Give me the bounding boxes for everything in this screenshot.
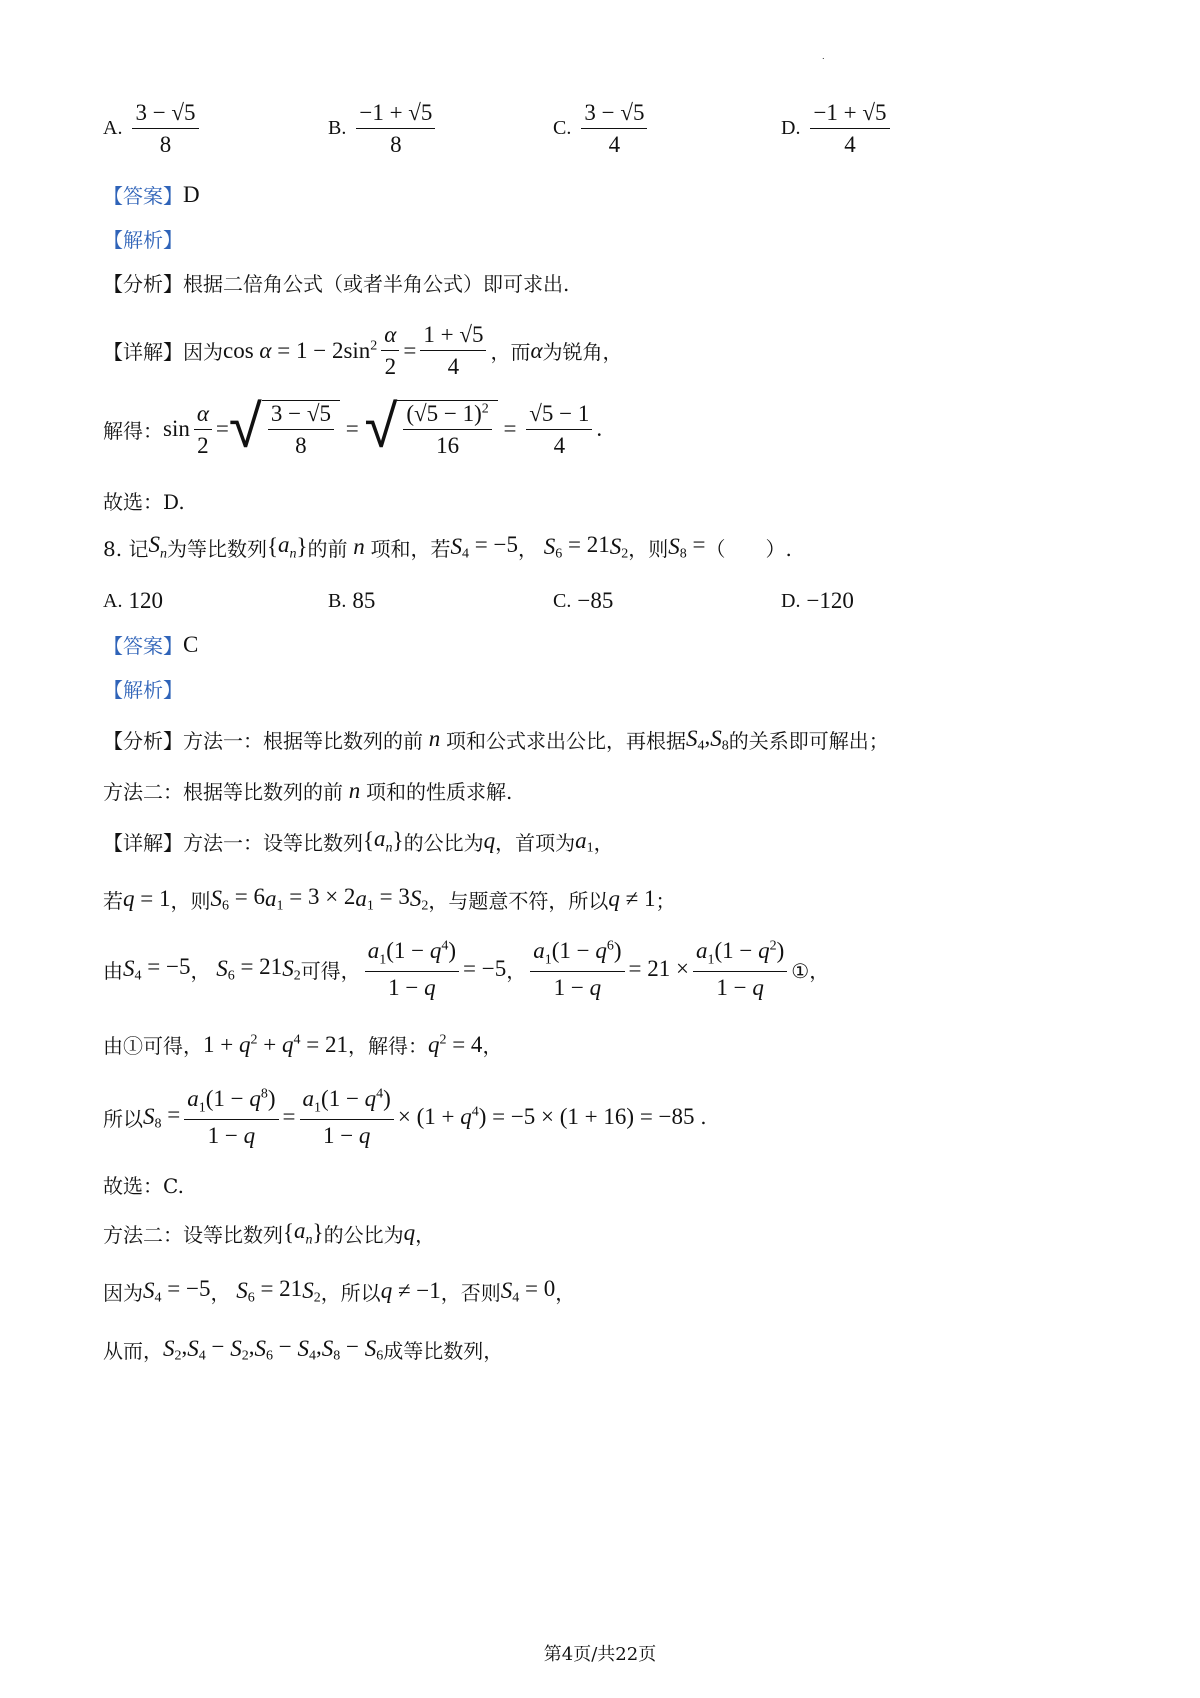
q8-xiangjie-line1: 【详解】 方法一：设等比数列 { $a_n$ } 的公比为 q ，首项为 a $_1$ ，	[103, 826, 614, 856]
corner-mark: .	[822, 52, 825, 61]
page-footer: 第4页/共22页	[543, 1644, 657, 1665]
q7-fenxi: 【分析】 根据二倍角公式（或者半角公式）即可求出.	[103, 272, 570, 296]
q8-option-b: B. 85	[328, 588, 376, 613]
q8-option-a: A. 120	[103, 588, 163, 613]
q8-stem: 8. 记 $S_n$ 为等比数列 { $a_n$ } 的前 n 项和，若 S $_4$ = −5 ， S $_6$ = 21 S $_2$ ，则 S $_8$ = （ ）.	[103, 532, 792, 562]
q8-xiangjie-line5: 所以 S $_8$ = $\frac{a_1(1 - q^8)}{1 - q}$ = $\frac{a_1(1 - q^4)}{1 - q}$ × (1 + q $^4$) = −5 × (1 + 16) = −85 .	[103, 1086, 707, 1148]
q8-xiangjie-line2: 若 q = 1 ，则 S $_6$ = 6 a $_1$ = 3 × 2 a $_1$ = 3 S $_2$ ，与题意不符，所以 q ≠ 1 ；	[103, 884, 676, 914]
q7-option-b: B. $\frac{-1 + √5}{8}$	[328, 100, 439, 158]
q8-answer: 【答案】 C	[103, 631, 199, 658]
q8-fenxi-method2: 方法二：根据等比数列的前 n 项和的性质求解.	[103, 777, 513, 804]
q7-option-c: C. $\frac{3 - √5}{4}$	[553, 100, 651, 158]
q8-xiangjie-line3: 由 S $_4$ = −5 ， S $_6$ = 21 S $_2$ 可得， $\frac{a_1(1 - q^4)}{1 - q}$ = −5 ， $\frac{a_1(1 - q^6)}{1 - q}$ = 21 × $\frac{a_1(1 - q^2)}{1 - q}$ ①，	[103, 938, 830, 1000]
q7-analysis-tag: 【解析】	[103, 228, 183, 252]
q8-conclusion: 故选：C.	[103, 1174, 184, 1198]
q7-option-d: D. $\frac{-1 + √5}{4}$	[781, 100, 894, 158]
q7-xiangjie: 【详解】 因为 cos α = $1 - 2\sin^2$ $\frac{\alpha}{2}$ = $\frac{1 + √5}{4}$ ，而 α 为锐角，	[103, 322, 623, 380]
q8-method2-line1: 方法二：设等比数列 { $a_n$ } 的公比为 q ，	[103, 1218, 436, 1248]
q8-option-d: D. −120	[781, 588, 854, 613]
q7-answer: 【答案】 D	[103, 181, 200, 208]
q8-method2-line3: 从而， S $_2$, S $_4$ − S $_2$, S $_6$ − S $_4$, S $_8$ − S $_6$ 成等比数列，	[103, 1334, 504, 1364]
q7-option-a: A. $\frac{3 - √5}{8}$	[103, 100, 203, 158]
q8-option-c: C. −85	[553, 588, 614, 613]
q8-fenxi: 【分析】 方法一：根据等比数列的前 n 项和公式求出公比，再根据 S $_4$, S $_8$ 的关系即可解出；	[103, 724, 889, 754]
q7-jiede: 解得： sin $\frac{\alpha}{2}$ = √ $\frac{3 - √5}{8}$ = √ $\frac{(√5 - 1)^2}{16}$ = $\frac{√5 - 1}{4}$ .	[103, 392, 603, 462]
q8-xiangjie-line4: 由①可得， 1 + q $^2$ + q $^4$ = 21 ，解得： q $^2$ = 4 ，	[103, 1031, 503, 1058]
q8-method2-line2: 因为 S $_4$ = −5 ， S $_6$ = 21 S $_2$ ，所以 q ≠ −1 ，否则 S $_4$ = 0 ，	[103, 1276, 576, 1306]
q7-conclusion: 故选：D.	[103, 490, 185, 514]
q8-analysis-tag: 【解析】	[103, 678, 183, 702]
